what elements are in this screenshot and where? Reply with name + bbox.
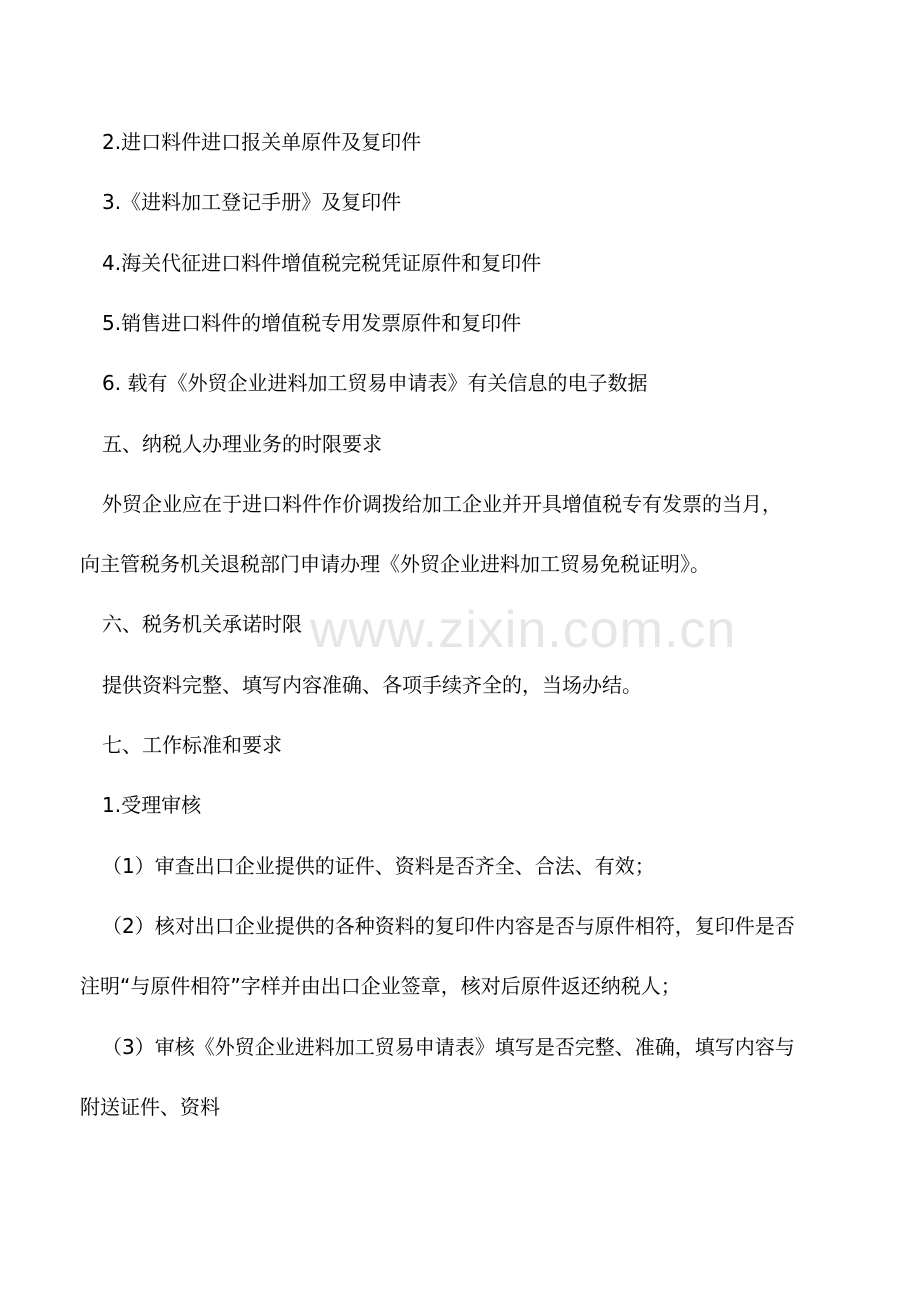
list-item-electronic-data: 6. 载有《外贸企业进料加工贸易申请表》有关信息的电子数据: [102, 371, 648, 395]
list-item-review-3: （3）审核《外贸企业进料加工贸易申请表》填写是否完整、准确，填写内容与: [102, 1035, 795, 1059]
paragraph-line: 注明“与原件相符”字样并由出口企业签章，核对后原件返还纳税人；: [80, 974, 681, 998]
watermark: www.zixin.com.cn: [310, 601, 737, 659]
list-item-vat-invoice: 5.销售进口料件的增值税专用发票原件和复印件: [102, 311, 522, 335]
section-heading-commitment-time: 六、税务机关承诺时限: [102, 612, 302, 636]
list-item-review-1: （1）审查出口企业提供的证件、资料是否齐全、合法、有效；: [102, 854, 655, 878]
paragraph-line: 提供资料完整、填写内容准确、各项手续齐全的，当场办结。: [102, 673, 642, 697]
subheading-acceptance-review: 1.受理审核: [102, 793, 202, 817]
list-item-customs-tax-certificate: 4.海关代征进口料件增值税完税凭证原件和复印件: [102, 251, 542, 275]
list-item-review-2: （2）核对出口企业提供的各种资料的复印件内容是否与原件相符，复印件是否: [102, 914, 795, 938]
paragraph-line: 向主管税务机关退税部门申请办理《外贸企业进料加工贸易免税证明》。: [80, 552, 710, 576]
list-item-import-declaration: 2.进口料件进口报关单原件及复印件: [102, 130, 422, 154]
paragraph-line: 外贸企业应在于进口料件作价调拨给加工企业并开具增值税专有发票的当月，: [102, 492, 782, 516]
section-heading-time-requirement: 五、纳税人办理业务的时限要求: [102, 432, 382, 456]
list-item-registration-manual: 3.《进料加工登记手册》及复印件: [102, 190, 402, 214]
paragraph-line: 附送证件、资料: [80, 1095, 220, 1119]
section-heading-work-standards: 七、工作标准和要求: [102, 733, 282, 757]
